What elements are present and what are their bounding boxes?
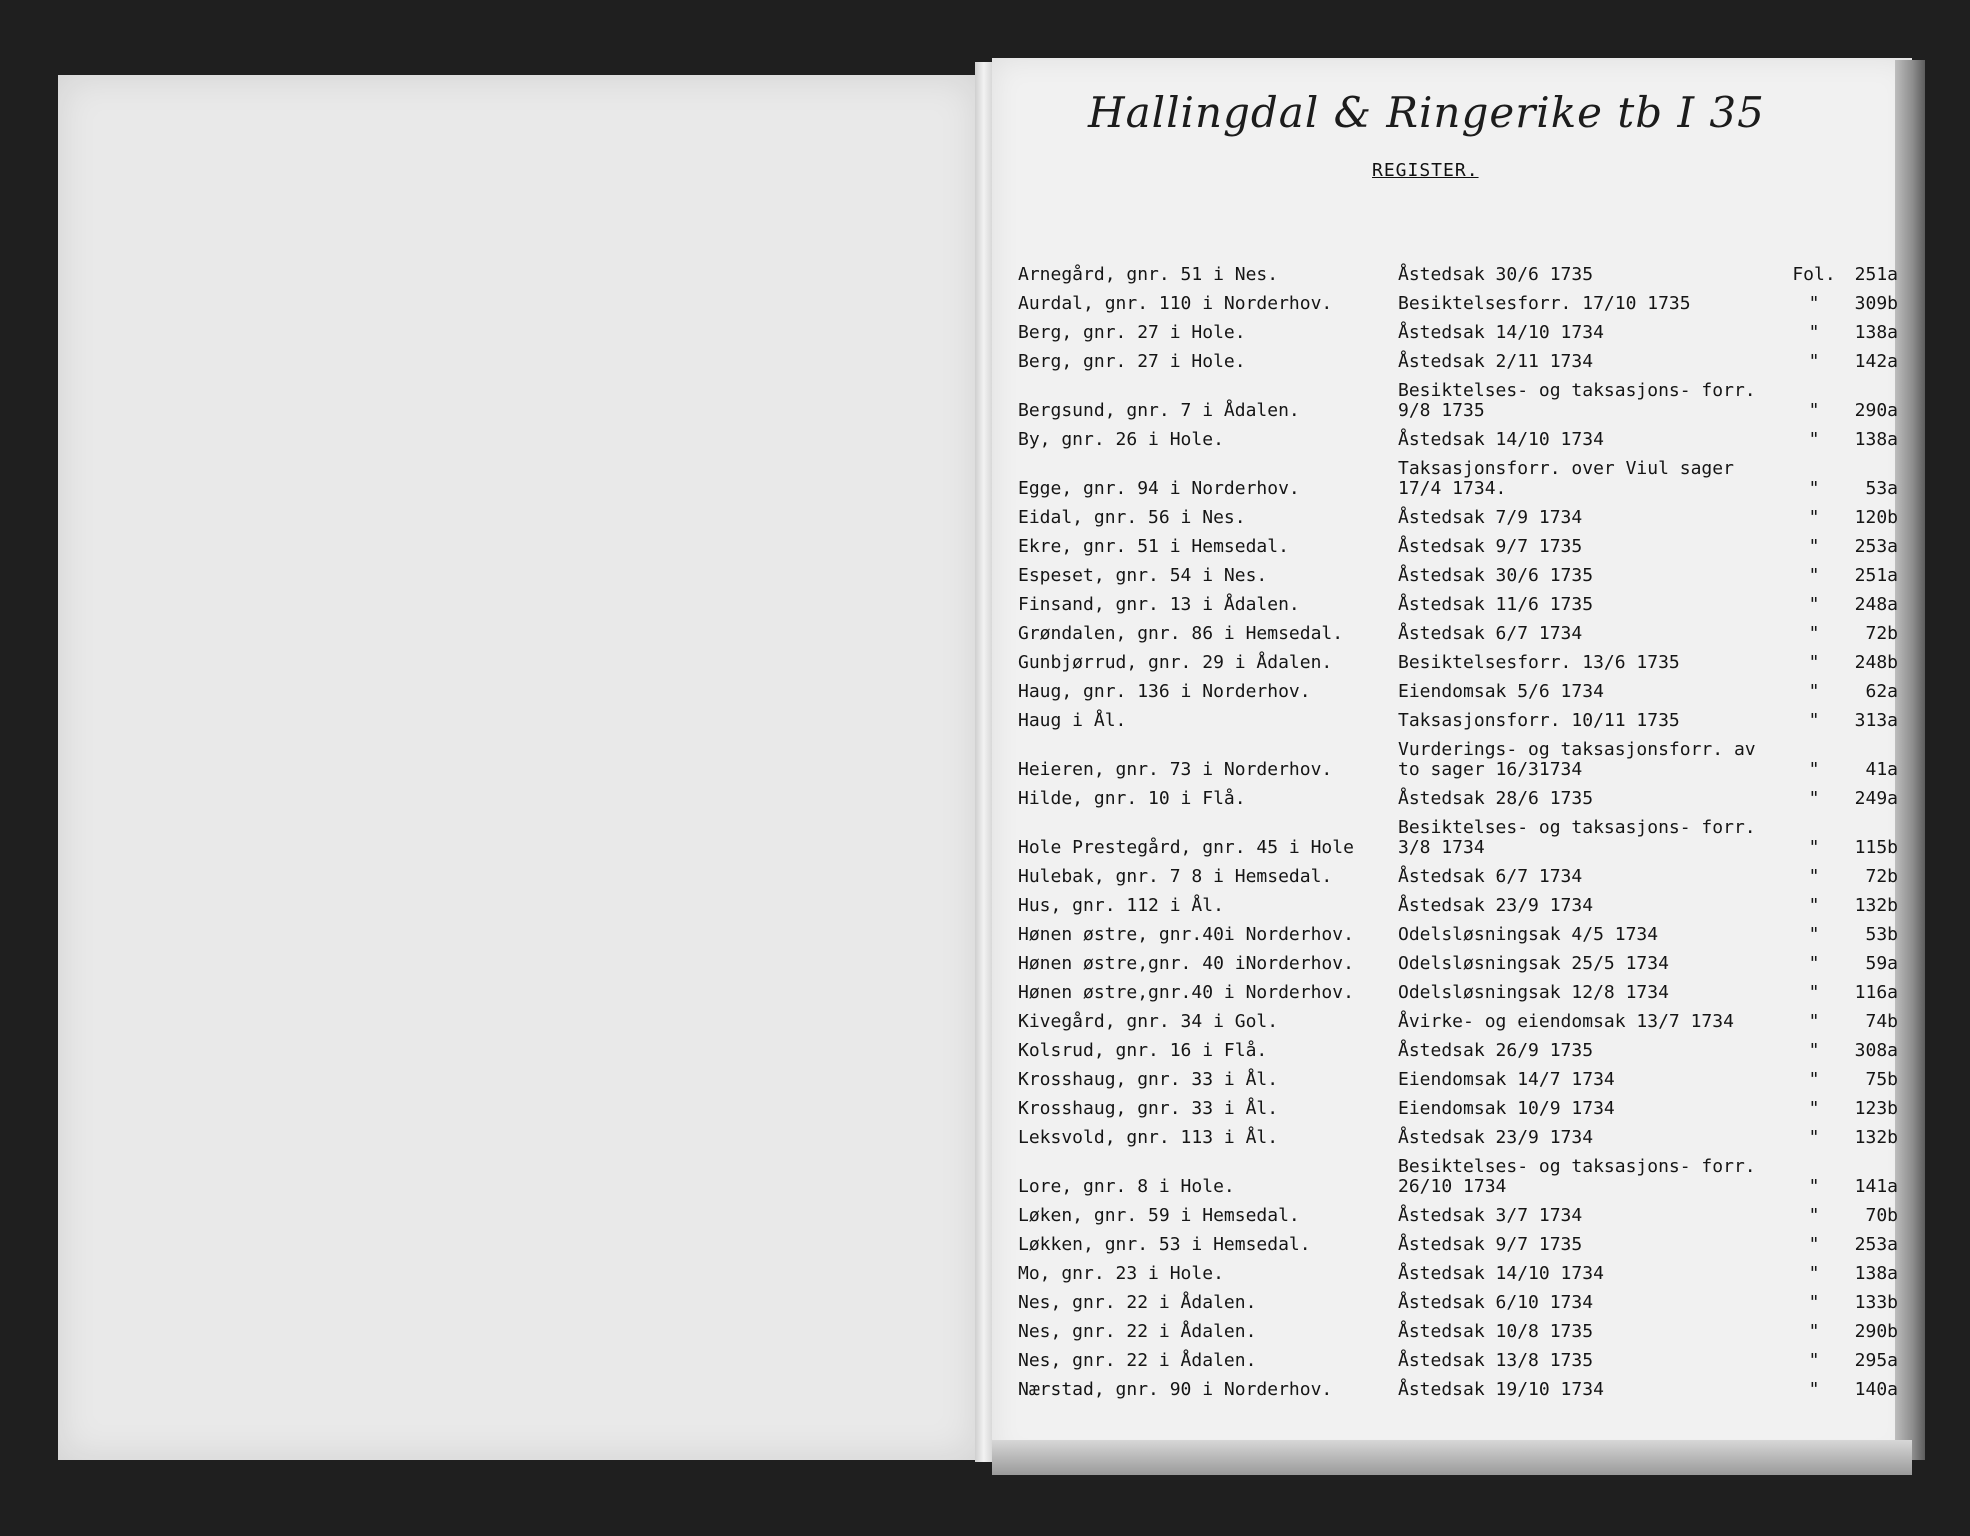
entry-folio: 295a	[1854, 1350, 1898, 1371]
register-entry	[1018, 256, 1898, 285]
entry-ditto: "	[1808, 953, 1820, 974]
entry-folio: 62a	[1865, 681, 1898, 702]
entry-ditto: "	[1808, 982, 1820, 1003]
entry-folio: 290b	[1854, 1321, 1898, 1342]
register-entry	[1018, 450, 1898, 499]
entry-folio: 115b	[1854, 837, 1898, 858]
register-entry	[1018, 887, 1898, 916]
register-entry	[1018, 1313, 1898, 1342]
entry-case: Åstedsak 11/6 1735	[1398, 594, 1594, 615]
entry-folio: 138a	[1854, 429, 1898, 450]
entry-case: Åstedsak 26/9 1735	[1398, 1040, 1594, 1061]
entry-name: Gunbjørrud, gnr. 29 i Ådalen.	[1018, 652, 1333, 673]
register-entry	[1018, 809, 1898, 858]
entry-ditto: "	[1808, 1011, 1820, 1032]
entry-name: Lore, gnr. 8 i Hole.	[1018, 1176, 1235, 1197]
entry-ditto: "	[1808, 895, 1820, 916]
register-entry	[1018, 343, 1898, 372]
register-entry	[1018, 644, 1898, 673]
page-edge	[1895, 60, 1925, 1460]
entry-case: Åstedsak 14/10 1734	[1398, 1263, 1604, 1284]
entry-folio: 142a	[1854, 351, 1898, 372]
entry-ditto: "	[1808, 759, 1820, 780]
entry-case: Åstedsak 2/11 1734	[1398, 351, 1594, 372]
entry-name: Berg, gnr. 27 i Hole.	[1018, 351, 1246, 372]
entry-folio: 290a	[1854, 400, 1898, 421]
entry-folio: 253a	[1854, 1234, 1898, 1255]
entry-ditto: "	[1808, 837, 1820, 858]
register-entry	[1018, 1061, 1898, 1090]
entry-name: Løkken, gnr. 53 i Hemsedal.	[1018, 1234, 1311, 1255]
entry-case: Åstedsak 23/9 1734	[1398, 1127, 1594, 1148]
register-entry	[1018, 285, 1898, 314]
entry-case: Åstedsak 9/7 1735	[1398, 536, 1583, 557]
register-entry	[1018, 557, 1898, 586]
entry-ditto: "	[1808, 1234, 1820, 1255]
entry-case: Åstedsak 3/7 1734	[1398, 1205, 1583, 1226]
register-entry	[1018, 780, 1898, 809]
entry-case: Eiendomsak 5/6 1734	[1398, 681, 1604, 702]
entry-name: Kolsrud, gnr. 16 i Flå.	[1018, 1040, 1268, 1061]
entry-folio: 123b	[1854, 1098, 1898, 1119]
entry-name: Grøndalen, gnr. 86 i Hemsedal.	[1018, 623, 1344, 644]
entry-folio: 138a	[1854, 322, 1898, 343]
entry-case: Vurderings- og taksasjonsforr. av to sager 16/31734	[1398, 739, 1756, 780]
entry-name: Mo, gnr. 23 i Hole.	[1018, 1263, 1224, 1284]
entry-name: Berg, gnr. 27 i Hole.	[1018, 322, 1246, 343]
entry-ditto: "	[1808, 1127, 1820, 1148]
entry-folio: 251a	[1854, 264, 1898, 285]
entry-folio: 53b	[1865, 924, 1898, 945]
entry-case: Åstedsak 9/7 1735	[1398, 1234, 1583, 1255]
entry-case: Eiendomsak 14/7 1734	[1398, 1069, 1615, 1090]
entry-ditto: Fol.	[1792, 264, 1836, 285]
entry-ditto: "	[1808, 478, 1820, 499]
entry-ditto: "	[1808, 1292, 1820, 1313]
entry-ditto: "	[1808, 351, 1820, 372]
register-entry	[1018, 1255, 1898, 1284]
entry-name: Kivegård, gnr. 34 i Gol.	[1018, 1011, 1279, 1032]
register-entry	[1018, 731, 1898, 780]
entry-ditto: "	[1808, 1350, 1820, 1371]
entry-folio: 253a	[1854, 536, 1898, 557]
register-entry	[1018, 945, 1898, 974]
entry-case: Åstedsak 6/10 1734	[1398, 1292, 1594, 1313]
entry-folio: 133b	[1854, 1292, 1898, 1313]
register-entry	[1018, 673, 1898, 702]
entry-ditto: "	[1808, 1205, 1820, 1226]
entry-case: Besiktelsesforr. 17/10 1735	[1398, 293, 1691, 314]
entry-ditto: "	[1808, 400, 1820, 421]
entry-name: Løken, gnr. 59 i Hemsedal.	[1018, 1205, 1300, 1226]
entry-name: Nes, gnr. 22 i Ådalen.	[1018, 1350, 1257, 1371]
entry-folio: 41a	[1865, 759, 1898, 780]
entry-case: Åstedsak 6/7 1734	[1398, 866, 1583, 887]
entry-case: Besiktelses- og taksasjons- forr. 3/8 1734	[1398, 817, 1756, 858]
register-entries	[1018, 256, 1898, 1400]
entry-name: Egge, gnr. 94 i Norderhov.	[1018, 478, 1300, 499]
entry-case: Taksasjonsforr. 10/11 1735	[1398, 710, 1680, 731]
entry-name: Arnegård, gnr. 51 i Nes.	[1018, 264, 1279, 285]
entry-case: Åstedsak 10/8 1735	[1398, 1321, 1594, 1342]
entry-ditto: "	[1808, 1379, 1820, 1400]
entry-case: Åstedsak 14/10 1734	[1398, 429, 1604, 450]
entry-case: Åvirke- og eiendomsak 13/7 1734	[1398, 1011, 1734, 1032]
entry-name: Hus, gnr. 112 i Ål.	[1018, 895, 1224, 916]
entry-folio: 72b	[1865, 866, 1898, 887]
entry-folio: 132b	[1854, 895, 1898, 916]
entry-ditto: "	[1808, 1176, 1820, 1197]
entry-folio: 249a	[1854, 788, 1898, 809]
entry-case: Odelsløsningsak 25/5 1734	[1398, 953, 1669, 974]
entry-ditto: "	[1808, 322, 1820, 343]
entry-name: Hønen østre,gnr.40 i Norderhov.	[1018, 982, 1354, 1003]
entry-folio: 53a	[1865, 478, 1898, 499]
register-entry	[1018, 1342, 1898, 1371]
register-heading: REGISTER.	[1372, 160, 1479, 181]
entry-name: Krosshaug, gnr. 33 i Ål.	[1018, 1098, 1279, 1119]
entry-case: Åstedsak 19/10 1734	[1398, 1379, 1604, 1400]
entry-folio: 308a	[1854, 1040, 1898, 1061]
register-entry	[1018, 974, 1898, 1003]
entry-ditto: "	[1808, 594, 1820, 615]
register-entry	[1018, 615, 1898, 644]
entry-name: Nærstad, gnr. 90 i Norderhov.	[1018, 1379, 1333, 1400]
entry-case: Åstedsak 7/9 1734	[1398, 507, 1583, 528]
entry-folio: 313a	[1854, 710, 1898, 731]
entry-folio: 75b	[1865, 1069, 1898, 1090]
entry-case: Åstedsak 30/6 1735	[1398, 565, 1594, 586]
entry-folio: 251a	[1854, 565, 1898, 586]
entry-name: Bergsund, gnr. 7 i Ådalen.	[1018, 400, 1300, 421]
handwritten-title: Hallingdal & Ringerike tb I 35	[1088, 88, 1765, 137]
entry-name: Krosshaug, gnr. 33 i Ål.	[1018, 1069, 1279, 1090]
entry-folio: 248a	[1854, 594, 1898, 615]
entry-name: Hole Prestegård, gnr. 45 i Hole	[1018, 837, 1354, 858]
entry-name: Leksvold, gnr. 113 i Ål.	[1018, 1127, 1279, 1148]
entry-case: Odelsløsningsak 4/5 1734	[1398, 924, 1659, 945]
entry-case: Eiendomsak 10/9 1734	[1398, 1098, 1615, 1119]
register-entry	[1018, 1003, 1898, 1032]
entry-folio: 140a	[1854, 1379, 1898, 1400]
register-entry	[1018, 1284, 1898, 1313]
entry-name: Hilde, gnr. 10 i Flå.	[1018, 788, 1246, 809]
entry-ditto: "	[1808, 681, 1820, 702]
entry-ditto: "	[1808, 1098, 1820, 1119]
register-entry	[1018, 421, 1898, 450]
entry-name: Ekre, gnr. 51 i Hemsedal.	[1018, 536, 1289, 557]
entry-name: Hulebak, gnr. 7 8 i Hemsedal.	[1018, 866, 1333, 887]
entry-ditto: "	[1808, 507, 1820, 528]
register-entry	[1018, 1119, 1898, 1148]
entry-name: Nes, gnr. 22 i Ådalen.	[1018, 1321, 1257, 1342]
entry-folio: 248b	[1854, 652, 1898, 673]
entry-ditto: "	[1808, 710, 1820, 731]
register-entry	[1018, 586, 1898, 615]
entry-ditto: "	[1808, 565, 1820, 586]
entry-folio: 59a	[1865, 953, 1898, 974]
entry-folio: 132b	[1854, 1127, 1898, 1148]
entry-case: Åstedsak 14/10 1734	[1398, 322, 1604, 343]
entry-ditto: "	[1808, 1263, 1820, 1284]
entry-case: Besiktelses- og taksasjons- forr. 26/10 1734	[1398, 1156, 1756, 1197]
entry-name: Finsand, gnr. 13 i Ådalen.	[1018, 594, 1300, 615]
register-entry	[1018, 1197, 1898, 1226]
entry-ditto: "	[1808, 429, 1820, 450]
entry-name: Eidal, gnr. 56 i Nes.	[1018, 507, 1246, 528]
entry-folio: 141a	[1854, 1176, 1898, 1197]
register-entry	[1018, 916, 1898, 945]
register-entry	[1018, 858, 1898, 887]
entry-case: Åstedsak 28/6 1735	[1398, 788, 1594, 809]
entry-ditto: "	[1808, 1040, 1820, 1061]
entry-ditto: "	[1808, 788, 1820, 809]
register-entry	[1018, 528, 1898, 557]
entry-ditto: "	[1808, 1321, 1820, 1342]
entry-folio: 309b	[1854, 293, 1898, 314]
entry-folio: 120b	[1854, 507, 1898, 528]
entry-name: Hønen østre,gnr. 40 iNorderhov.	[1018, 953, 1354, 974]
register-entry	[1018, 1226, 1898, 1255]
entry-name: Haug i Ål.	[1018, 710, 1127, 731]
register-entry	[1018, 372, 1898, 421]
entry-name: Aurdal, gnr. 110 i Norderhov.	[1018, 293, 1333, 314]
entry-case: Odelsløsningsak 12/8 1734	[1398, 982, 1669, 1003]
register-entry	[1018, 1090, 1898, 1119]
entry-ditto: "	[1808, 652, 1820, 673]
entry-name: Haug, gnr. 136 i Norderhov.	[1018, 681, 1311, 702]
entry-case: Besiktelses- og taksasjons- forr. 9/8 1735	[1398, 380, 1756, 421]
register-entry	[1018, 499, 1898, 528]
entry-ditto: "	[1808, 623, 1820, 644]
register-entry	[1018, 1032, 1898, 1061]
entry-name: Espeset, gnr. 54 i Nes.	[1018, 565, 1268, 586]
blank-left-page	[58, 75, 978, 1460]
entry-name: Hønen østre, gnr.40i Norderhov.	[1018, 924, 1354, 945]
entry-folio: 72b	[1865, 623, 1898, 644]
entry-case: Åstedsak 13/8 1735	[1398, 1350, 1594, 1371]
entry-ditto: "	[1808, 536, 1820, 557]
entry-name: Heieren, gnr. 73 i Norderhov.	[1018, 759, 1333, 780]
entry-folio: 138a	[1854, 1263, 1898, 1284]
page-bottom-edge	[992, 1440, 1912, 1475]
entry-ditto: "	[1808, 1069, 1820, 1090]
register-entry	[1018, 1148, 1898, 1197]
entry-folio: 116a	[1854, 982, 1898, 1003]
entry-case: Åstedsak 30/6 1735	[1398, 264, 1594, 285]
entry-case: Besiktelsesforr. 13/6 1735	[1398, 652, 1680, 673]
register-entry	[1018, 1371, 1898, 1400]
entry-ditto: "	[1808, 866, 1820, 887]
entry-case: Åstedsak 6/7 1734	[1398, 623, 1583, 644]
entry-name: Nes, gnr. 22 i Ådalen.	[1018, 1292, 1257, 1313]
entry-folio: 70b	[1865, 1205, 1898, 1226]
register-entry	[1018, 314, 1898, 343]
entry-name: By, gnr. 26 i Hole.	[1018, 429, 1224, 450]
entry-case: Taksasjonsforr. over Viul sager 17/4 1734.	[1398, 458, 1734, 499]
entry-ditto: "	[1808, 293, 1820, 314]
entry-ditto: "	[1808, 924, 1820, 945]
register-entry	[1018, 702, 1898, 731]
entry-folio: 74b	[1865, 1011, 1898, 1032]
entry-case: Åstedsak 23/9 1734	[1398, 895, 1594, 916]
